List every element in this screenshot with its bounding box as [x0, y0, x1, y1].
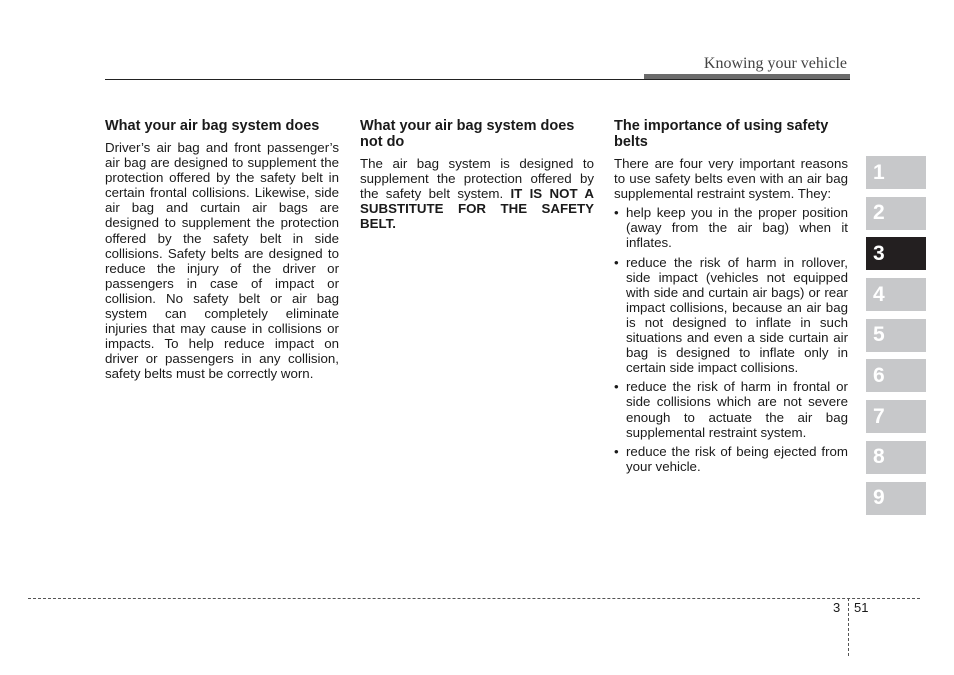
- chapter-tab-1[interactable]: 1: [866, 156, 926, 189]
- reasons-list: [614, 205, 848, 474]
- section-body: Driver’s air bag and front passenger’s air bag are designed to supplement the protection offered by the safety belt in certain frontal collisions. Likewise, side air bag and curtain air bags are designed to supplement the protection offered by the safety belt in side collisions. Safety belts are designed to reduce the injury of the driver or passengers in case of impact or collision. No safety belt or air bag system can completely eliminate injuries that may cause in collisions or impacts. To help reduce impact on driver or passengers in any collision, safety belts must be correctly worn.: [105, 140, 339, 382]
- footer-divider: [848, 598, 849, 656]
- section-heading: What your air bag system does not do: [360, 118, 575, 150]
- section-body-text: The air bag system is designed to supplement the protection offered by the safety belt system.: [360, 156, 594, 202]
- section-body: [360, 156, 594, 231]
- header-rule: [105, 79, 850, 80]
- footer-chapter-number: 3: [833, 600, 841, 615]
- footer-rule: [28, 598, 920, 599]
- section-emphasis: IT IS NOT A SUBSTITUTE FOR THE SAFETY BELT.: [360, 186, 594, 232]
- chapter-tab-3-active[interactable]: 3: [866, 237, 926, 270]
- chapter-tab-9[interactable]: 9: [866, 482, 926, 515]
- list-item: • reduce the risk of harm in frontal or side collisions which are not severe enough to actuate the air bag supplemental restraint system.: [614, 379, 848, 439]
- chapter-tab-8[interactable]: 8: [866, 441, 926, 474]
- section-heading: What your air bag system does: [105, 118, 320, 134]
- footer-page-number: 51: [854, 600, 869, 615]
- list-item: • reduce the risk of being ejected from your vehicle.: [614, 444, 848, 474]
- chapter-tab-7[interactable]: 7: [866, 400, 926, 433]
- chapter-tab-4[interactable]: 4: [866, 278, 926, 311]
- header-title: Knowing your vehicle: [703, 55, 847, 72]
- chapter-tab-6[interactable]: 6: [866, 359, 926, 392]
- chapter-tab-5[interactable]: 5: [866, 319, 926, 352]
- chapter-tab-2[interactable]: 2: [866, 197, 926, 230]
- section-body: There are four very important reasons to use safety belts even with an air bag supplemental restraint system. They:: [614, 156, 848, 202]
- column-air-bag-does: [105, 118, 339, 382]
- list-item: • reduce the risk of harm in rollover, side impact (vehicles not equipped with side and curtain air bags) or rear impact collisions, because an air bag is not designed to inflate in such situations and even a side curtain air bag is designed to inflate only in certain side impact collisions.: [614, 255, 848, 376]
- list-item: • help keep you in the proper position (away from the air bag) when it inflates.: [614, 205, 848, 250]
- column-air-bag-does-not: [360, 118, 594, 231]
- chapter-tabs: [866, 156, 926, 522]
- column-importance-safety-belts: [614, 118, 848, 478]
- section-heading: The importance of using safety belts: [614, 118, 829, 150]
